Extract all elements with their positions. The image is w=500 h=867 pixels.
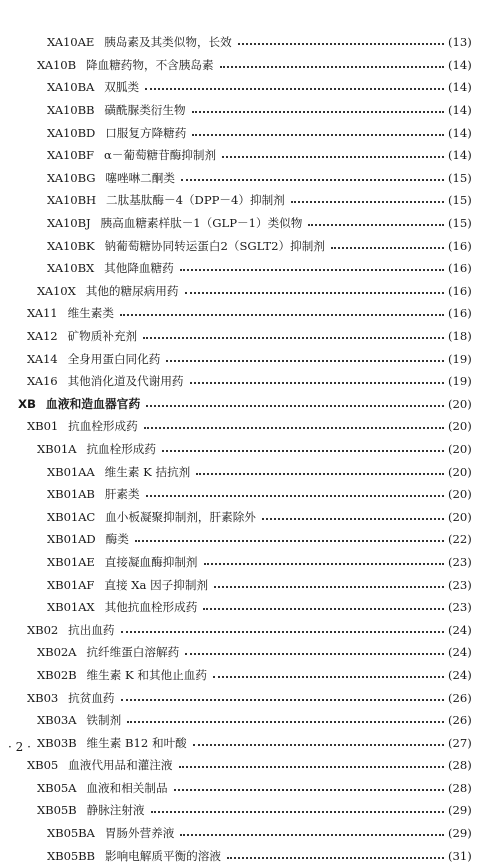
toc-entry-code: XB01A: [37, 441, 77, 456]
toc-leader-dots: [151, 811, 444, 813]
toc-entry-code: XB01AD: [47, 532, 96, 547]
toc-leader-dots: [144, 427, 444, 429]
toc-entry: [0, 483, 500, 506]
toc-entry-page: (28): [448, 758, 472, 773]
toc-entry-page: (22): [448, 532, 472, 547]
toc-entry-page: (27): [448, 735, 472, 750]
toc-entry: [0, 99, 500, 122]
toc-entry-title: 胰岛素及其类似物，长效: [104, 35, 232, 50]
toc-entry-page: (14): [448, 148, 472, 163]
toc-entry-title: 维生素类: [67, 306, 114, 321]
toc-leader-dots: [214, 586, 444, 588]
toc-entry-code: XB02B: [37, 667, 77, 682]
toc-entry: [0, 347, 500, 370]
toc-entry-title: 抗血栓形成药: [68, 419, 138, 434]
toc-entry-page: (20): [448, 509, 472, 524]
toc-leader-dots: [193, 744, 444, 746]
toc-entry: [0, 31, 500, 54]
table-of-contents: [0, 31, 500, 867]
toc-entry-code: XA10BF: [47, 148, 94, 163]
toc-entry-title: 其他消化道及代谢用药: [67, 374, 184, 389]
toc-entry-code: XB05B: [37, 803, 77, 818]
toc-entry-title: 其他降血糖药: [104, 261, 174, 276]
toc-leader-dots: [196, 473, 444, 475]
toc-leader-dots: [166, 360, 444, 362]
toc-entry-title: 血液代用品和灌注液: [68, 758, 173, 773]
toc-entry: [0, 686, 500, 709]
toc-entry: [0, 641, 500, 664]
toc-entry-page: (20): [448, 441, 472, 456]
toc-leader-dots: [262, 518, 444, 520]
toc-entry-code: XB01AX: [47, 600, 95, 615]
toc-entry-page: (20): [448, 396, 472, 411]
toc-entry-page: (15): [448, 216, 472, 231]
toc-entry-code: XB01AA: [47, 464, 95, 479]
toc-leader-dots: [222, 156, 444, 158]
toc-entry-title: 血液和相关制品: [86, 780, 168, 795]
toc-entry-code: XB01AB: [47, 487, 95, 502]
toc-entry-code: XB01: [27, 419, 59, 434]
toc-entry-page: (19): [448, 374, 472, 389]
toc-entry: [0, 144, 500, 167]
toc-entry: [0, 415, 500, 438]
toc-leader-dots: [220, 66, 444, 68]
toc-entry: [0, 573, 500, 596]
toc-entry-title: 抗纤维蛋白溶解药: [86, 645, 180, 660]
toc-leader-dots: [213, 676, 444, 678]
toc-entry-title: 直接 Xa 因子抑制剂: [104, 577, 209, 592]
toc-entry: [0, 528, 500, 551]
toc-entry-code: XA10AE: [47, 35, 95, 50]
toc-entry-title: 其他的糖尿病用药: [85, 283, 179, 298]
toc-leader-dots: [135, 540, 444, 542]
toc-entry-page: (24): [448, 667, 472, 682]
toc-entry-code: XA10BH: [47, 193, 96, 208]
toc-entry-title: 维生素 K 和其他止血药: [86, 667, 207, 682]
toc-entry-page: (23): [448, 600, 472, 615]
toc-entry-code: XB03B: [37, 735, 77, 750]
toc-entry: [0, 799, 500, 822]
toc-entry-code: XB01AC: [47, 509, 96, 524]
toc-entry-page: (16): [448, 306, 472, 321]
toc-leader-dots: [127, 721, 444, 723]
toc-entry-page: (26): [448, 690, 472, 705]
toc-entry-title: 静脉注射液: [86, 803, 145, 818]
toc-leader-dots: [180, 834, 444, 836]
toc-entry: [0, 460, 500, 483]
toc-entry-page: (20): [448, 419, 472, 434]
toc-entry: [0, 325, 500, 348]
toc-entry-page: (14): [448, 125, 472, 140]
toc-entry-code: XA10BA: [47, 80, 95, 95]
toc-entry-page: (15): [448, 193, 472, 208]
toc-entry-page: (23): [448, 554, 472, 569]
toc-entry-code: XB05BB: [47, 848, 95, 863]
toc-entry: [0, 370, 500, 393]
toc-entry: [0, 121, 500, 144]
toc-entry-code: XA10BJ: [47, 216, 91, 231]
toc-entry: [0, 167, 500, 190]
toc-leader-dots: [227, 857, 444, 859]
toc-entry-title: 双胍类: [104, 80, 140, 95]
toc-entry-title: α－葡萄糖苷酶抑制剂: [103, 148, 217, 163]
toc-entry-title: 胃肠外营养液: [104, 826, 175, 841]
toc-entry-code: XA10X: [37, 283, 76, 298]
toc-entry: [0, 234, 500, 257]
toc-entry-code: XB05A: [37, 780, 77, 795]
toc-entry-code: XB03A: [37, 713, 77, 728]
toc-entry: [0, 280, 500, 303]
toc-entry: [0, 754, 500, 777]
toc-leader-dots: [181, 179, 444, 181]
toc-entry-code: XB: [18, 396, 36, 411]
toc-entry-title: 其他抗血栓形成药: [104, 600, 198, 615]
toc-entry-title: 肝素类: [104, 487, 140, 502]
toc-leader-dots: [143, 337, 444, 339]
toc-entry-page: (14): [448, 103, 472, 118]
toc-entry-page: (18): [448, 329, 472, 344]
toc-entry: [0, 438, 500, 461]
toc-entry: [0, 551, 500, 574]
toc-entry: [0, 76, 500, 99]
toc-leader-dots: [162, 450, 444, 452]
toc-entry: [0, 54, 500, 77]
toc-entry-page: (20): [448, 487, 472, 502]
toc-leader-dots: [203, 608, 444, 610]
toc-entry-page: (24): [448, 622, 472, 637]
toc-entry-title: 二肽基肽酶－4（DPP－4）抑制剂: [106, 193, 285, 208]
page-number: · 2 ·: [8, 740, 31, 754]
toc-entry: [0, 189, 500, 212]
toc-leader-dots: [120, 314, 444, 316]
toc-entry-title: 酶类: [105, 532, 129, 547]
toc-entry-title: 血液和造血器官药: [45, 397, 141, 412]
toc-entry-page: (29): [448, 803, 472, 818]
toc-entry: [0, 844, 500, 867]
toc-entry-title: 磺酰脲类衍生物: [104, 103, 186, 118]
toc-entry-page: (29): [448, 826, 472, 841]
toc-leader-dots: [121, 699, 444, 701]
toc-leader-dots: [238, 43, 444, 45]
toc-entry-code: XA10B: [37, 57, 76, 72]
toc-entry-code: XA16: [27, 374, 58, 389]
toc-leader-dots: [145, 88, 444, 90]
toc-entry-code: XA10BB: [47, 103, 95, 118]
toc-leader-dots: [192, 111, 444, 113]
toc-entry-code: XA10BD: [47, 125, 96, 140]
toc-entry-title: 维生素 K 拮抗剂: [104, 464, 191, 479]
toc-entry-page: (20): [448, 464, 472, 479]
toc-entry-page: (26): [448, 713, 472, 728]
toc-entry-title: 血小板凝聚抑制剂，肝素除外: [105, 509, 256, 524]
toc-entry-page: (14): [448, 57, 472, 72]
toc-entry: [0, 596, 500, 619]
toc-entry-code: XB01AE: [47, 554, 95, 569]
toc-leader-dots: [146, 405, 444, 407]
toc-entry-page: (14): [448, 80, 472, 95]
toc-entry-page: (13): [448, 35, 472, 50]
toc-leader-dots: [179, 766, 445, 768]
toc-entry-title: 维生素 B12 和叶酸: [86, 735, 187, 750]
toc-entry: [0, 212, 500, 235]
toc-entry-code: XA10BX: [47, 261, 95, 276]
toc-entry-code: XA10BK: [47, 238, 95, 253]
toc-entry: [0, 257, 500, 280]
toc-entry-code: XB03: [27, 690, 59, 705]
toc-leader-dots: [190, 382, 444, 384]
toc-entry-page: (15): [448, 170, 472, 185]
toc-entry-code: XA12: [27, 329, 58, 344]
toc-entry-code: XB05BA: [47, 826, 95, 841]
toc-entry-code: XB01AF: [47, 577, 95, 592]
toc-entry: [0, 505, 500, 528]
toc-entry: [0, 777, 500, 800]
toc-entry-page: (16): [448, 238, 472, 253]
toc-entry: [0, 302, 500, 325]
toc-entry-title: 全身用蛋白同化药: [67, 351, 161, 366]
toc-entry-title: 降血糖药物，不含胰岛素: [86, 57, 214, 72]
toc-entry: [0, 709, 500, 732]
toc-entry: [0, 822, 500, 845]
toc-entry-title: 胰高血糖素样肽－1（GLP－1）类似物: [100, 216, 303, 231]
toc-leader-dots: [185, 292, 445, 294]
toc-entry-title: 矿物质补充剂: [67, 329, 138, 344]
toc-leader-dots: [308, 224, 444, 226]
toc-entry-code: XA14: [27, 351, 58, 366]
toc-entry-title: 钠葡萄糖协同转运蛋白2（SGLT2）抑制剂: [104, 238, 325, 253]
toc-entry-code: XB05: [27, 758, 59, 773]
toc-entry-page: (16): [448, 261, 472, 276]
toc-entry-title: 口服复方降糖药: [105, 125, 187, 140]
toc-entry-code: XB02A: [37, 645, 77, 660]
toc-entry: [0, 664, 500, 687]
toc-entry-title: 噻唑啉二酮类: [105, 170, 175, 185]
toc-entry: [0, 618, 500, 641]
toc-leader-dots: [331, 247, 444, 249]
toc-entry-title: 铁制剂: [86, 713, 122, 728]
toc-entry-page: (28): [448, 780, 472, 795]
toc-leader-dots: [180, 269, 444, 271]
toc-leader-dots: [174, 789, 444, 791]
toc-entry-title: 直接凝血酶抑制剂: [104, 554, 198, 569]
toc-entry-title: 影响电解质平衡的溶液: [104, 848, 221, 863]
toc-entry-page: (23): [448, 577, 472, 592]
toc-entry-page: (19): [448, 351, 472, 366]
toc-entry: [0, 731, 500, 754]
toc-entry-page: (31): [448, 848, 472, 863]
toc-leader-dots: [185, 653, 444, 655]
toc-leader-dots: [146, 495, 444, 497]
toc-entry-code: XA11: [27, 306, 58, 321]
toc-entry-title: 抗贫血药: [68, 690, 115, 705]
toc-entry-title: 抗血栓形成药: [86, 441, 156, 456]
toc-entry-code: XB02: [27, 622, 59, 637]
toc-leader-dots: [291, 201, 444, 203]
toc-leader-dots: [192, 134, 444, 136]
toc-entry-title: 抗出血药: [68, 622, 115, 637]
toc-entry: [0, 393, 500, 416]
toc-leader-dots: [121, 631, 444, 633]
toc-entry-page: (16): [448, 283, 472, 298]
toc-entry-code: XA10BG: [47, 170, 96, 185]
toc-leader-dots: [204, 563, 444, 565]
toc-entry-page: (24): [448, 645, 472, 660]
